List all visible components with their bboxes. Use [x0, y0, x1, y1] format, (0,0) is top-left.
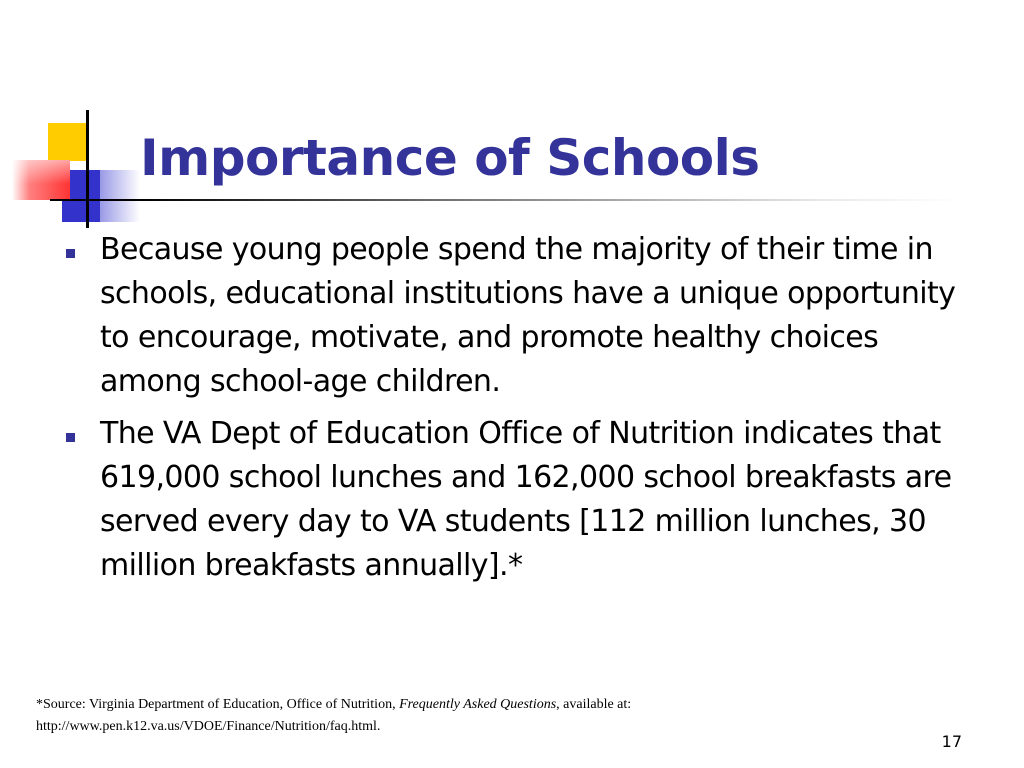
source-title: Frequently Asked Questions — [399, 697, 557, 712]
bullet-item — [60, 412, 960, 588]
logo-blue-fade — [100, 170, 140, 222]
source-prefix: *Source: Virginia Department of Education, Office of Nutrition, — [36, 697, 400, 712]
title-underline — [50, 199, 960, 201]
source-suffix: , available at: http://www.pen.k12.va.us/VDOE/Finance/Nutrition/faq.html. — [36, 697, 632, 734]
logo-red-fade — [12, 160, 70, 200]
logo-vertical-line — [86, 110, 89, 228]
slide-title: Importance of Schools — [140, 129, 760, 187]
slide-logo-decoration — [0, 0, 150, 240]
bullet-item — [60, 228, 960, 404]
page-number: 17 — [941, 732, 962, 751]
bullet-text: Because young people spend the majority of their time in schools, educational institutions have a unique opportunity to encourage, motivate, and promote healthy choices among school-age children. — [100, 232, 956, 399]
source-citation — [36, 694, 796, 738]
logo-yellow-square — [48, 123, 88, 161]
bullet-list — [60, 228, 960, 596]
bullet-text: The VA Dept of Education Office of Nutrition indicates that 619,000 school lunches and 162,000 school breakfasts are served every day to VA students [112 million lunches, 30 million breakfasts annually].* — [100, 416, 952, 583]
square-bullet-icon — [66, 249, 75, 258]
square-bullet-icon — [66, 433, 75, 442]
